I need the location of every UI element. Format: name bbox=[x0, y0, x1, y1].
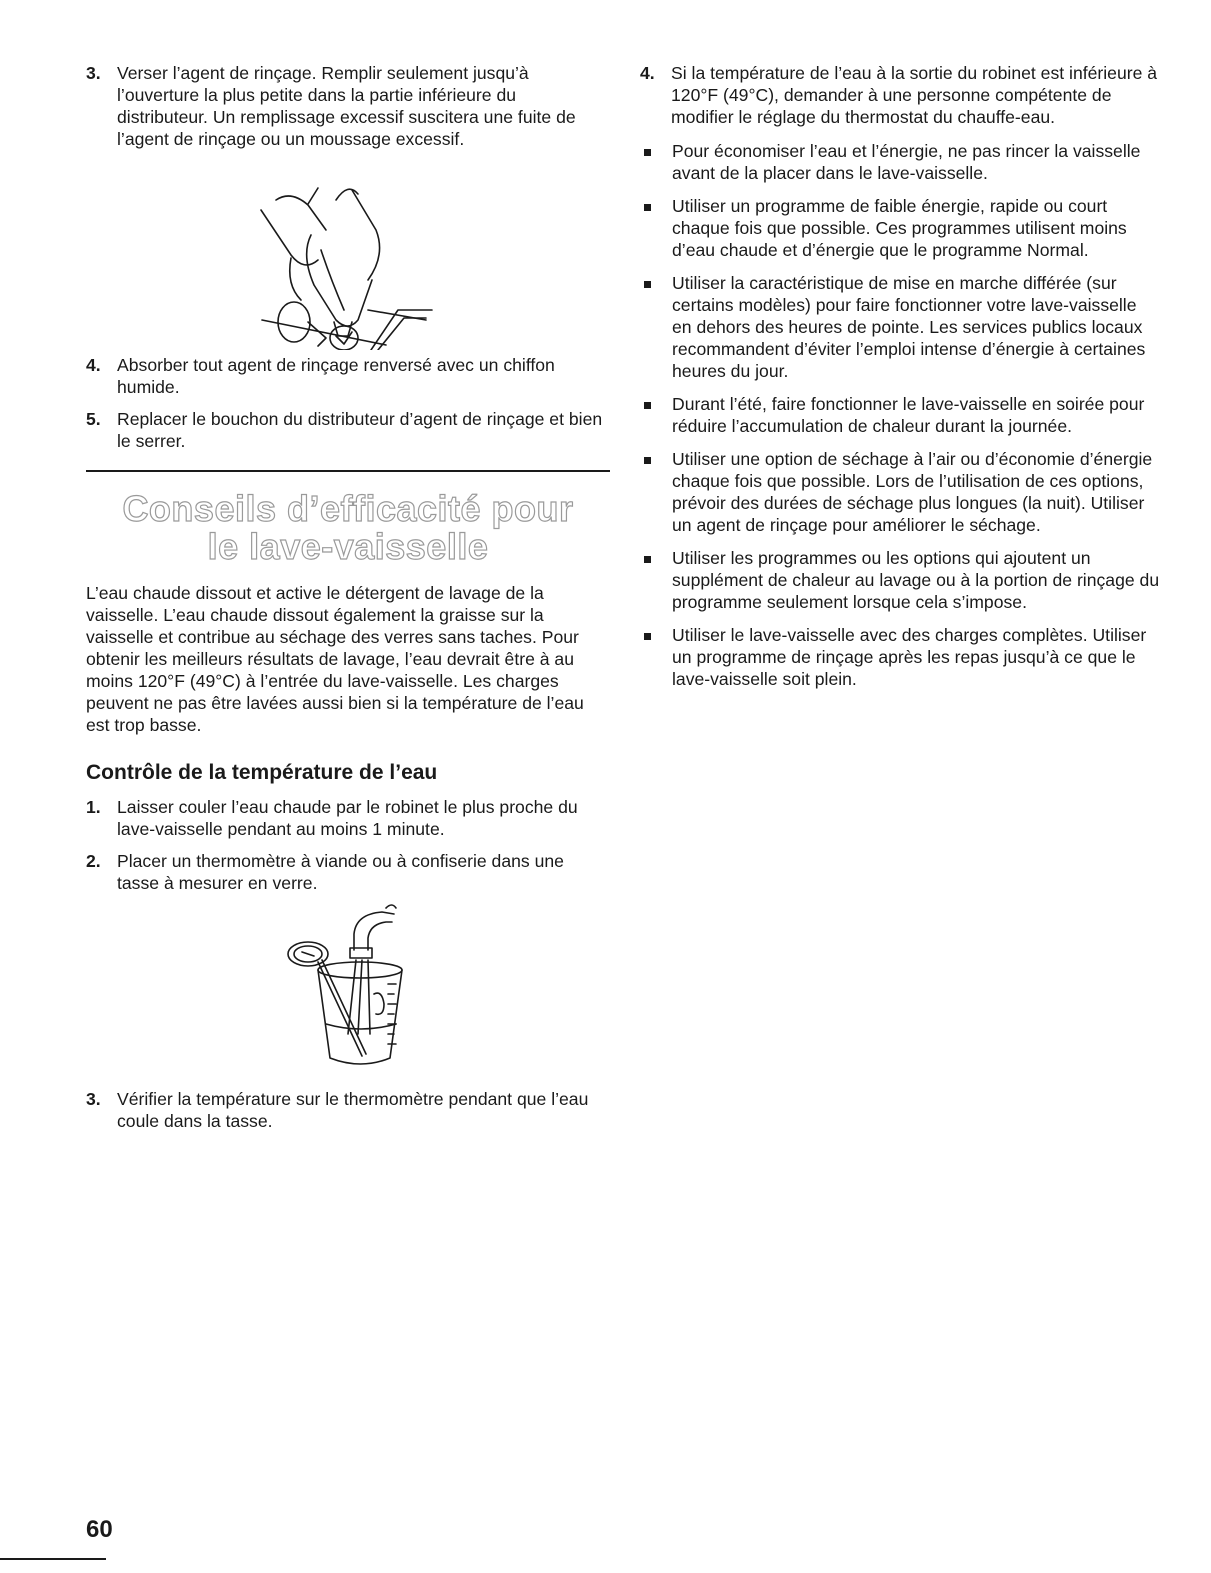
step-number: 3. bbox=[86, 1089, 101, 1109]
step-number: 4. bbox=[86, 355, 101, 375]
efficiency-tip bbox=[640, 547, 1160, 613]
left-column bbox=[86, 62, 610, 1142]
step-number: 2. bbox=[86, 851, 101, 871]
footer-rule bbox=[0, 1558, 106, 1560]
rinse-aid-pouring-illustration bbox=[86, 160, 610, 350]
thermometer-cup-illustration bbox=[86, 904, 610, 1074]
step-number: 1. bbox=[86, 797, 101, 817]
temp-step-1 bbox=[86, 796, 610, 840]
rinse-step-3 bbox=[86, 62, 610, 150]
efficiency-tip bbox=[640, 195, 1160, 261]
step-text: Vérifier la température sur le thermomètre pendant que l’eau coule dans la tasse. bbox=[117, 1089, 589, 1131]
water-temperature-heading: Contrôle de la température de l’eau bbox=[86, 761, 438, 784]
tip-text: Durant l’été, faire fonctionner le lave-vaisselle en soirée pour réduire l’accumulation de chaleur durant la journée. bbox=[672, 394, 1145, 436]
rinse-step-5 bbox=[86, 408, 610, 452]
section-title bbox=[86, 490, 610, 566]
tip-text: Utiliser les programmes ou les options qui ajoutent un supplément de chaleur au lavage ou à la portion de rinçage du programme seulement lorsque cela s’impose. bbox=[672, 548, 1160, 612]
tip-text: Utiliser une option de séchage à l’air ou d’économie d’énergie chaque fois que possible. Lors de l’utilisation de ces options, prévoir des durées de séchage plus longues (la nuit). Utiliser un agent de rinçage pour améliorer le séchage. bbox=[672, 449, 1153, 535]
temp-step-4 bbox=[640, 62, 1160, 128]
step-number: 5. bbox=[86, 409, 101, 429]
bullet-square-icon bbox=[644, 457, 651, 464]
rinse-step-4 bbox=[86, 354, 610, 398]
step-text: Laisser couler l’eau chaude par le robinet le plus proche du lave-vaisselle pendant au moins 1 minute. bbox=[117, 797, 578, 839]
bullet-square-icon bbox=[644, 556, 651, 563]
section-title-line-2: le lave-vaisselle bbox=[207, 526, 489, 567]
bullet-square-icon bbox=[644, 281, 651, 288]
tip-text: Utiliser le lave-vaisselle avec des charges complètes. Utiliser un programme de rinçage après les repas jusqu’à ce que le lave-vaisselle soit plein. bbox=[672, 625, 1147, 689]
step-number: 3. bbox=[86, 63, 101, 83]
section-title-line-1: Conseils d’efficacité pour bbox=[122, 488, 574, 529]
bullet-square-icon bbox=[644, 204, 651, 211]
step-text: Placer un thermomètre à viande ou à confiserie dans une tasse à mesurer en verre. bbox=[117, 851, 564, 893]
step-text: Si la température de l’eau à la sortie du robinet est inférieure à 120°F (49°C), demander à une personne compétente de modifier le réglage du thermostat du chauffe-eau. bbox=[671, 63, 1158, 127]
tip-text: Utiliser la caractéristique de mise en marche différée (sur certains modèles) pour faire fonctionner votre lave-vaisselle en dehors des heures de pointe. Les services publics locaux recommandent d’éviter l’emploi intense d’énergie à certaines heures du jour. bbox=[672, 273, 1146, 381]
right-column bbox=[640, 62, 1160, 701]
efficiency-tip bbox=[640, 272, 1160, 382]
bullet-square-icon bbox=[644, 149, 651, 156]
step-text: Verser l’agent de rinçage. Remplir seulement jusqu’à l’ouverture la plus petite dans la partie inférieure du distributeur. Un remplissage excessif suscitera une fuite de l’agent de rinçage ou un moussage excessif. bbox=[117, 63, 576, 149]
temp-step-2 bbox=[86, 850, 610, 894]
step-text: Absorber tout agent de rinçage renversé avec un chiffon humide. bbox=[117, 355, 555, 397]
efficiency-tip bbox=[640, 624, 1160, 690]
efficiency-tip bbox=[640, 140, 1160, 184]
tip-text: Pour économiser l’eau et l’énergie, ne pas rincer la vaisselle avant de la placer dans le lave-vaisselle. bbox=[672, 141, 1141, 183]
intro-paragraph: L’eau chaude dissout et active le détergent de lavage de la vaisselle. L’eau chaude dissout également la graisse sur la vaisselle et contribue au séchage des verres sans taches. Pour obtenir les meilleurs résultats de lavage, l’eau devrait être à au moins 120°F (49°C) à l’entrée du lave-vaisselle. Les charges peuvent ne pas être lavées aussi bien si la température de l’eau est trop basse. bbox=[86, 583, 584, 735]
step-text: Replacer le bouchon du distributeur d’agent de rinçage et bien le serrer. bbox=[117, 409, 603, 451]
bullet-square-icon bbox=[644, 633, 651, 640]
step-number: 4. bbox=[640, 63, 655, 83]
bullet-square-icon bbox=[644, 402, 651, 409]
temp-step-3 bbox=[86, 1088, 610, 1132]
section-divider bbox=[86, 470, 610, 472]
page-number: 60 bbox=[86, 1516, 113, 1543]
efficiency-tip bbox=[640, 448, 1160, 536]
tip-text: Utiliser un programme de faible énergie, rapide ou court chaque fois que possible. Ces programmes utilisent moins d’eau chaude et d’énergie que le programme Normal. bbox=[672, 196, 1127, 260]
efficiency-tip bbox=[640, 393, 1160, 437]
